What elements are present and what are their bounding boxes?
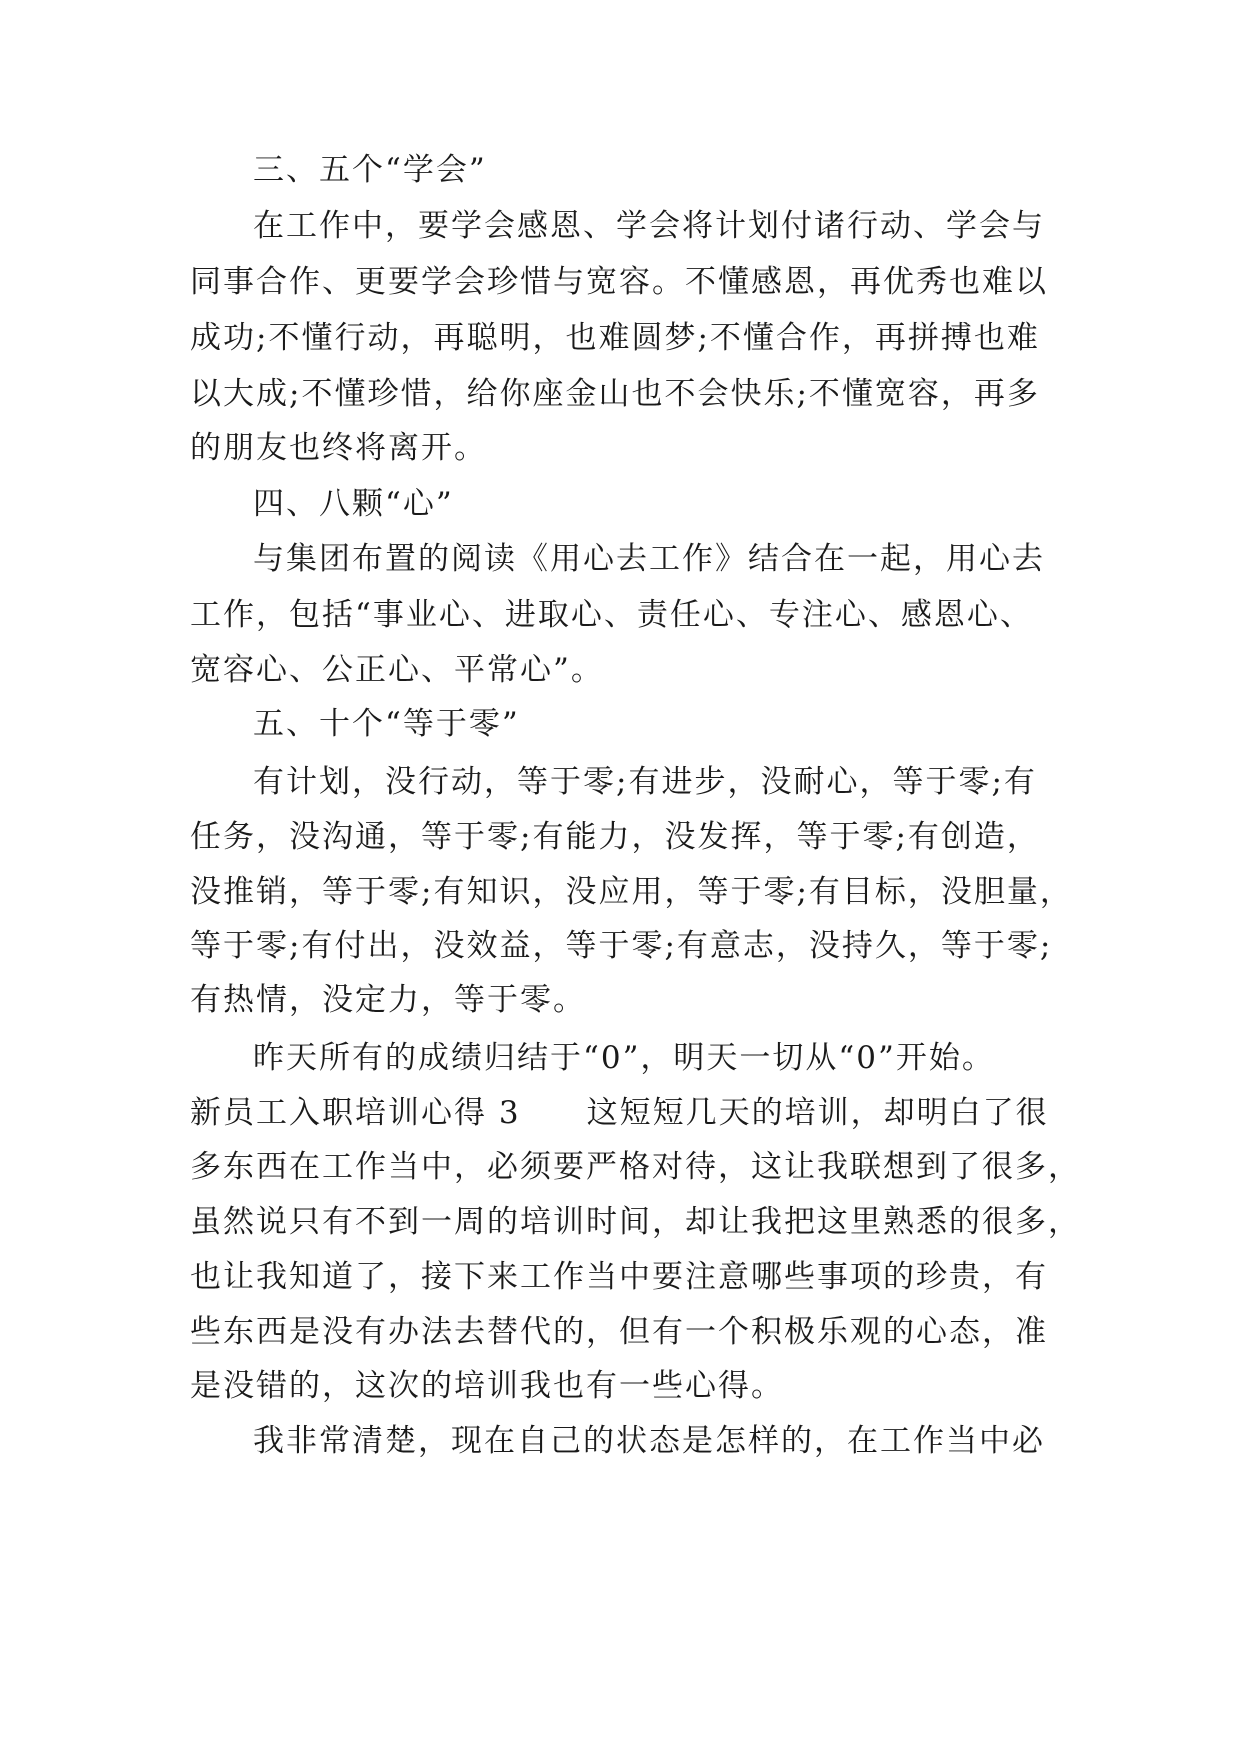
paragraph-line: 多东西在工作当中，必须要严格对待，这让我联想到了很多， [190,1149,1081,1185]
section-heading-five-learnings: 三、五个“学会” [253,152,487,188]
paragraph-line: 有计划，没行动，等于零;有进步，没耐心，等于零;有 [253,764,1037,800]
paragraph-line: 些东西是没有办法去替代的，但有一个积极乐观的心态，准 [190,1314,1048,1350]
paragraph-line: 也让我知道了，接下来工作当中要注意哪些事项的珍贵，有 [190,1259,1048,1295]
paragraph-line: 以大成;不懂珍惜，给你座金山也不会快乐;不懂宽容，再多 [190,376,1040,412]
paragraph-line: 有热情，没定力，等于零。 [190,982,586,1018]
paragraph-line: 宽容心、公正心、平常心”。 [190,652,604,688]
paragraph-line: 是没错的，这次的培训我也有一些心得。 [190,1368,784,1404]
paragraph-line: 任务，没沟通，等于零;有能力，没发挥，等于零;有创造， [190,819,1040,855]
section-heading-ten-zeros: 五、十个“等于零” [253,706,520,742]
paragraph-line: 没推销，等于零;有知识，没应用，等于零;有目标，没胆量， [190,874,1073,910]
paragraph-line: 成功;不懂行动，再聪明，也难圆梦;不懂合作，再拼搏也难 [190,320,1040,356]
paragraph-line: 虽然说只有不到一周的培训时间，却让我把这里熟悉的很多， [190,1204,1081,1240]
section-heading-eight-hearts: 四、八颗“心” [253,486,454,522]
paragraph-line: 的朋友也终将离开。 [190,430,487,466]
paragraph-line: 昨天所有的成绩归结于“0”，明天一切从“0”开始。 [253,1040,995,1076]
paragraph-line: 同事合作、更要学会珍惜与宽容。不懂感恩，再优秀也难以 [190,264,1048,300]
paragraph-line: 我非常清楚，现在自己的状态是怎样的，在工作当中必 [253,1423,1045,1459]
paragraph-line: 在工作中，要学会感恩、学会将计划付诸行动、学会与 [253,208,1045,244]
paragraph-line: 工作，包括“事业心、进取心、责任心、专注心、感恩心、 [190,597,1033,633]
paragraph-line: 与集团布置的阅读《用心去工作》结合在一起，用心去 [253,541,1045,577]
paragraph-line: 等于零;有付出，没效益，等于零;有意志，没持久，等于零; [190,928,1053,964]
article-title-line: 新员工入职培训心得 3 这短短几天的培训，却明白了很 [190,1095,1049,1131]
